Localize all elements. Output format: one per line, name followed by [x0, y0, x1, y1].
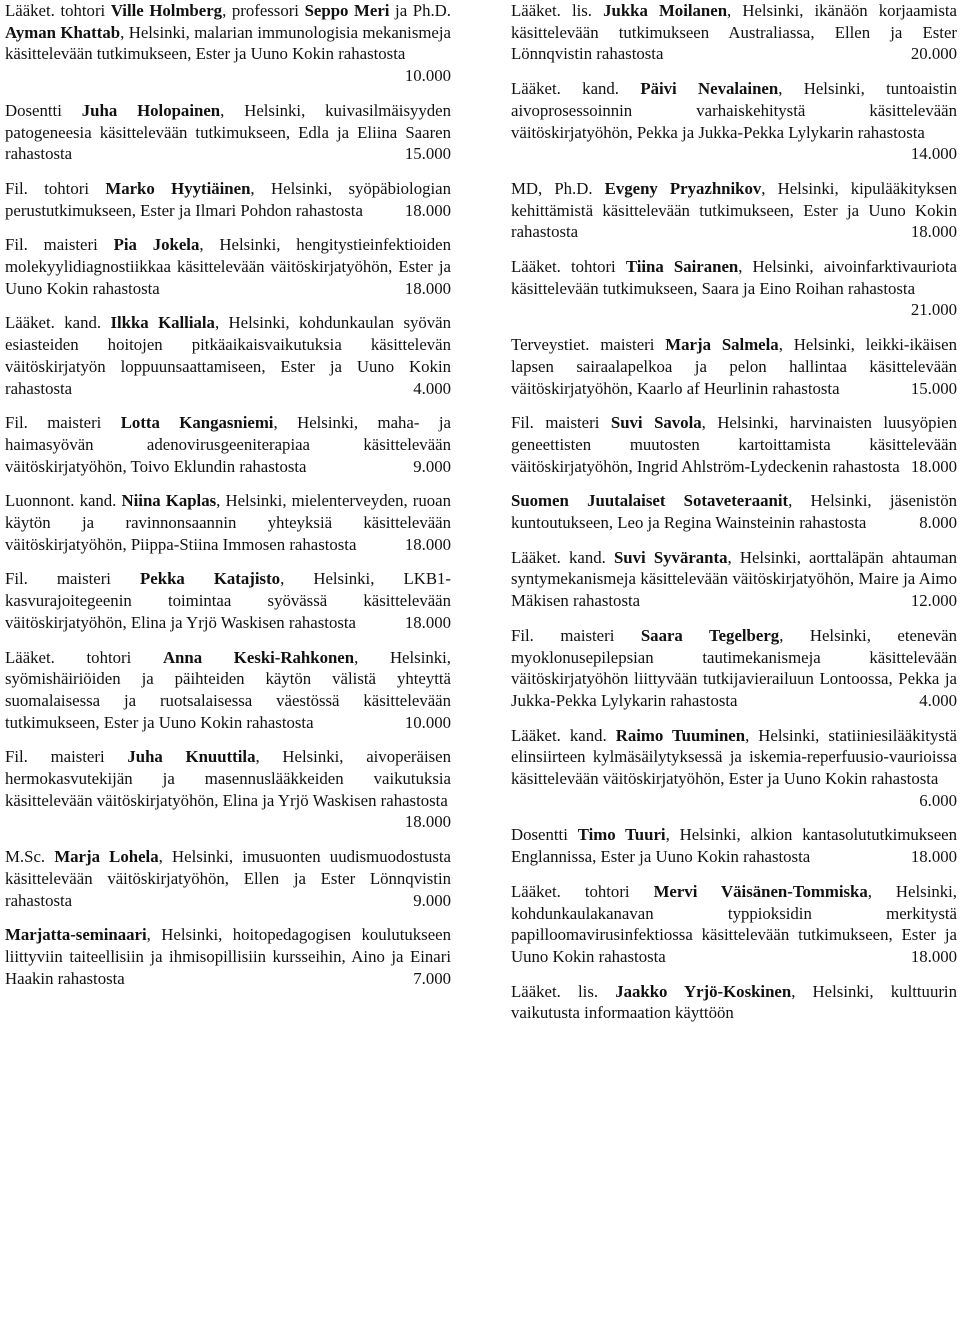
grant-entry: [511, 725, 957, 812]
grant-description: [511, 0, 957, 65]
grant-description: [511, 725, 957, 790]
grant-text: Fil. maisteri: [511, 625, 641, 645]
grant-description: [5, 0, 451, 65]
recipient-name: Ayman Khattab: [5, 22, 121, 42]
grant-text: Fil. maisteri: [5, 235, 114, 255]
grant-amount: 20.000: [910, 44, 957, 64]
grant-entry: [5, 412, 451, 477]
grant-entry: [511, 625, 957, 712]
recipient-name: Marjatta-seminaari: [5, 925, 147, 945]
grant-text: , Helsinki, alkion kantasolututkimukseen Englannissa, Ester ja Uuno Kokin rahastosta: [511, 825, 957, 867]
grant-description: [511, 490, 957, 533]
grant-entry: [511, 78, 957, 165]
grant-amount: 15.000: [404, 144, 451, 164]
grant-description: [5, 100, 451, 165]
grant-entry: [5, 234, 451, 299]
grant-text: , Helsinki, aivoperäisen hermokasvutekijän ja masennuslääkkeiden vaikutuksia käsittelevään väitöskirjatyöhön, Elina ja Yrjö Waskisen rahastosta: [5, 747, 451, 810]
grant-entry: [511, 881, 957, 968]
grant-description: [511, 78, 957, 143]
grant-text: ja Ph.D.: [389, 1, 451, 20]
recipient-name: Marko Hyytiäinen: [105, 178, 251, 198]
recipient-name: Marja Lohela: [54, 847, 159, 867]
grant-amount: 12.000: [910, 591, 957, 611]
grant-text: , Helsinki, kuivasilmäisyyden patogeneesia käsittelevään tutkimukseen, Edla ja Eliina Saaren rahastosta: [5, 100, 451, 164]
grant-description: [5, 234, 451, 299]
grant-entry: [5, 178, 451, 221]
grant-text: , Helsinki, mielenterveyden, ruoan käytön ja ravinnonsaannin yhteyksiä käsittelevään väitöskirjatyöhön, Piippa-Stiina Immosen rahastosta: [5, 491, 451, 554]
grant-amount: 18.000: [404, 534, 451, 554]
grant-description: [5, 924, 451, 989]
recipient-name: Evgeny Pryazhnikov: [604, 178, 762, 198]
grant-entry: [5, 312, 451, 399]
recipient-name: Pia Jokela: [113, 235, 200, 255]
grant-description: [5, 647, 451, 734]
grant-text: , Helsinki, aivoinfarktivauriota käsittelevään tutkimukseen, Saara ja Eino Roihan rahastosta: [511, 257, 957, 298]
recipient-name: Juha Knuuttila: [127, 747, 256, 767]
grant-description: [5, 568, 451, 633]
left-column: [5, 0, 451, 1002]
grant-description: [511, 334, 957, 399]
recipient-name: Päivi Nevalainen: [640, 79, 779, 99]
grant-entry: [5, 0, 451, 87]
recipient-name: Raimo Tuuminen: [615, 725, 746, 745]
grant-text: , Helsinki, aorttaläpän ahtauman syntymekanismeja käsittelevään väitöskirjatyöhön, Maire ja Aimo Mäkisen rahastosta: [511, 547, 957, 611]
grant-text: Lääket. tohtori: [511, 881, 654, 901]
grant-text: , Helsinki, leikki-ikäisen lapsen sairaalapelkoa ja pelon hallintaa käsittelevään väitöskirjatyöhön, Kaarlo af Heurlinin rahastosta: [511, 335, 958, 398]
grant-entry: [5, 568, 451, 633]
grant-description: [511, 625, 957, 712]
grant-text: Luonnont. kand.: [5, 491, 122, 511]
recipient-name: Ilkka Kalliala: [110, 313, 215, 333]
grant-amount: 10.000: [404, 712, 451, 732]
recipient-name: Niina Kaplas: [121, 491, 217, 511]
grant-amount: 18.000: [910, 847, 957, 867]
grant-description: [5, 178, 451, 221]
grant-entry: [511, 334, 957, 399]
grant-description: [511, 981, 957, 1024]
grant-entry: [5, 924, 451, 989]
grant-amount: 8.000: [919, 513, 957, 533]
recipient-name: Jaakko Yrjö-Koskinen: [615, 981, 792, 1001]
grant-amount: 18.000: [404, 278, 451, 298]
grant-amount: 6.000: [919, 790, 957, 810]
grant-entry: [5, 100, 451, 165]
grant-amount: 18.000: [910, 456, 957, 476]
grant-text: Fil. maisteri: [511, 413, 611, 433]
grant-entry: [5, 746, 451, 833]
grant-entry: [511, 0, 957, 65]
grant-text: , Helsinki, harvinaisten luusyöpien geneettisten muutosten kartoittamista käsittelevään väitöskirjatyöhön, Ingrid Ahlström-Lydeckenin rahastosta: [511, 413, 957, 476]
grant-text: M.Sc.: [5, 847, 55, 867]
grant-text: , Helsinki, kulttuurin vaikutusta informaation käyttöön: [511, 981, 957, 1023]
grant-amount: 18.000: [404, 612, 451, 632]
grant-text: , Helsinki, jäsenistön kuntoutukseen, Leo ja Regina Wainsteinin rahastosta: [511, 491, 957, 533]
recipient-name: Pekka Katajisto: [140, 569, 281, 589]
grant-text: Dosentti: [5, 100, 82, 120]
recipient-name: Saara Tegelberg: [640, 625, 780, 645]
grant-text: , Helsinki, imusuonten uudismuodostusta käsittelevään väitöskirjatyöhön, Ellen ja Ester Lönnqvistin rahastosta: [5, 847, 452, 910]
recipient-name: Tiina Sairanen: [625, 257, 739, 277]
grant-text: MD, Ph.D.: [511, 178, 605, 198]
grant-text: , Helsinki, LKB1-kasvurajoitegeenin toimintaa syövässä käsittelevään väitöskirjatyöhön, Elina ja Yrjö Waskisen rahastosta: [5, 569, 451, 632]
recipient-name: Suvi Savola: [610, 413, 702, 433]
grant-entry: [511, 981, 957, 1024]
grant-description: [511, 412, 957, 477]
grant-text: Lääket. kand.: [511, 547, 614, 567]
recipient-name: Lotta Kangasniemi: [120, 413, 274, 433]
grant-text: , Helsinki, hengitystieinfektioiden molekyylidiagnostiikkaa käsittelevään väitöskirjatyöhön, Ester ja Uuno Kokin rahastosta: [5, 235, 451, 298]
grant-entry: [511, 490, 957, 533]
grant-text: Lääket. kand.: [511, 725, 616, 745]
recipient-name: Suomen Juutalaiset Sotaveteraanit: [511, 491, 789, 511]
recipient-name: Marja Salmela: [665, 335, 779, 355]
grant-description: [5, 846, 451, 911]
grant-text: , Helsinki, statiiniesilääkitystä elinsiirteen kylmäsäilytyksessä ja iskemia-reperfuusio-vaurioissa käsittelevään väitöskirjatyöhön, Ester ja Uuno Kokin rahastosta: [511, 725, 957, 789]
grant-amount: 7.000: [413, 968, 451, 988]
grant-amount: 9.000: [413, 890, 451, 910]
grant-text: Lääket. kand.: [511, 79, 641, 99]
grant-text: Lääket. lis.: [511, 981, 616, 1001]
grant-amount: 4.000: [413, 378, 451, 398]
grant-text: Lääket. kand.: [5, 313, 111, 333]
grant-text: , Helsinki, kohdunkaulan syövän esiasteiden hoitojen pitkäaikaisvaikutuksia käsittelevän väitöskirjatyön loppuunsaattamiseen, Ester ja Uuno Kokin rahastosta: [5, 313, 451, 398]
grant-text: Lääket. lis.: [511, 1, 604, 20]
grant-text: , Helsinki, malarian immunologisia mekanismeja käsittelevään tutkimukseen, Ester ja Uuno Kokin rahastosta: [5, 22, 451, 64]
grant-text: , Helsinki, etenevän myoklonusepilepsian tautimekanismeja käsittelevään väitöskirjatyöhön liittyvään tutkijavierailuun Lontoossa, Pekka ja Jukka-Pekka Lylykarin rahastosta: [511, 625, 957, 710]
grant-entry: [511, 412, 957, 477]
recipient-name: Anna Keski-Rahkonen: [162, 647, 355, 667]
grant-text: Dosentti: [511, 825, 578, 845]
right-column: [511, 0, 957, 1037]
grant-amount: 10.000: [404, 66, 451, 86]
grant-amount: 18.000: [910, 222, 957, 242]
grant-text: Lääket. tohtori: [5, 1, 111, 20]
recipient-name: Seppo Meri: [304, 1, 390, 20]
grant-text: Terveystiet. maisteri: [511, 335, 666, 355]
grant-text: Fil. tohtori: [5, 178, 106, 198]
grant-description: [511, 256, 957, 299]
grant-entry: [5, 846, 451, 911]
recipient-name: Jukka Moilanen: [603, 1, 728, 20]
grant-text: Fil. maisteri: [5, 747, 128, 767]
grant-text: , Helsinki, tuntoaistin aivoprosessoinnin varhaiskehitystä käsittelevään väitöskirjatyöhön, Pekka ja Jukka-Pekka Lylykarin rahastosta: [511, 79, 957, 142]
grant-description: [511, 824, 957, 867]
grant-text: Lääket. tohtori: [5, 647, 163, 667]
grant-description: [5, 412, 451, 477]
grant-text: , Helsinki, kipulääkityksen kehittämistä käsittelevään tutkimukseen, Ester ja Uuno Kokin rahastosta: [511, 178, 958, 242]
grant-text: Fil. maisteri: [5, 569, 141, 589]
grant-text: , Helsinki, ikänäön korjaamista käsittelevään tutkimukseen Australiassa, Ellen ja Ester Lönnqvistin rahastosta: [511, 1, 957, 64]
grant-amount: 4.000: [919, 690, 957, 710]
grant-entry: [511, 178, 957, 243]
grant-description: [5, 490, 451, 555]
grant-entry: [511, 547, 957, 612]
grant-text: , Helsinki, hoitopedagogisen koulutukseen liittyviin taiteellisiin ja ihmisopillisiin kursseihin, Aino ja Einari Haakin rahastosta: [5, 925, 451, 988]
grant-amount: 18.000: [404, 200, 451, 220]
grant-text: , Helsinki, kohdunkaulakanavan typpioksidin merkitystä papilloomavirusinfektiossa käsittelevään tutkimukseen, Ester ja Uuno Kokin rahastosta: [511, 881, 957, 966]
grant-entry: [511, 824, 957, 867]
grant-amount: 18.000: [404, 812, 451, 832]
grant-description: [511, 547, 957, 612]
grant-amount: 14.000: [910, 144, 957, 164]
grant-text: , Helsinki, syömishäiriöiden ja päihteiden käytön välistä yhteyttä suomalaisessa ja ruotsalaisessa väestössä käsittelevään tutkimukseen, Ester ja Uuno Kokin rahastosta: [5, 647, 452, 732]
grant-entry: [511, 256, 957, 321]
grant-text: , Helsinki, maha- ja haimasyövän adenovirusgeeniterapiaa käsittelevään väitöskirjatyöhön, Toivo Eklundin rahastosta: [5, 413, 451, 476]
recipient-name: Suvi Syväranta: [613, 547, 728, 567]
grant-amount: 18.000: [910, 946, 957, 966]
grant-text: , professori: [222, 1, 305, 20]
grant-entry: [5, 647, 451, 734]
grant-text: , Helsinki, syöpäbiologian perustutkimukseen, Ester ja Ilmari Pohdon rahastosta: [5, 178, 451, 220]
recipient-name: Timo Tuuri: [577, 825, 666, 845]
grant-amount: 21.000: [910, 300, 957, 320]
grant-amount: 15.000: [910, 378, 957, 398]
grant-description: [511, 178, 957, 243]
grant-description: [511, 881, 957, 968]
grant-text: Fil. maisteri: [5, 413, 121, 433]
recipient-name: Ville Holmberg: [110, 1, 223, 20]
recipient-name: Mervi Väisänen-Tommiska: [653, 881, 868, 901]
grant-description: [5, 312, 451, 399]
recipient-name: Juha Holopainen: [81, 100, 221, 120]
grant-amount: 9.000: [413, 456, 451, 476]
grant-entry: [5, 490, 451, 555]
grant-description: [5, 746, 451, 811]
grant-text: Lääket. tohtori: [511, 257, 626, 277]
